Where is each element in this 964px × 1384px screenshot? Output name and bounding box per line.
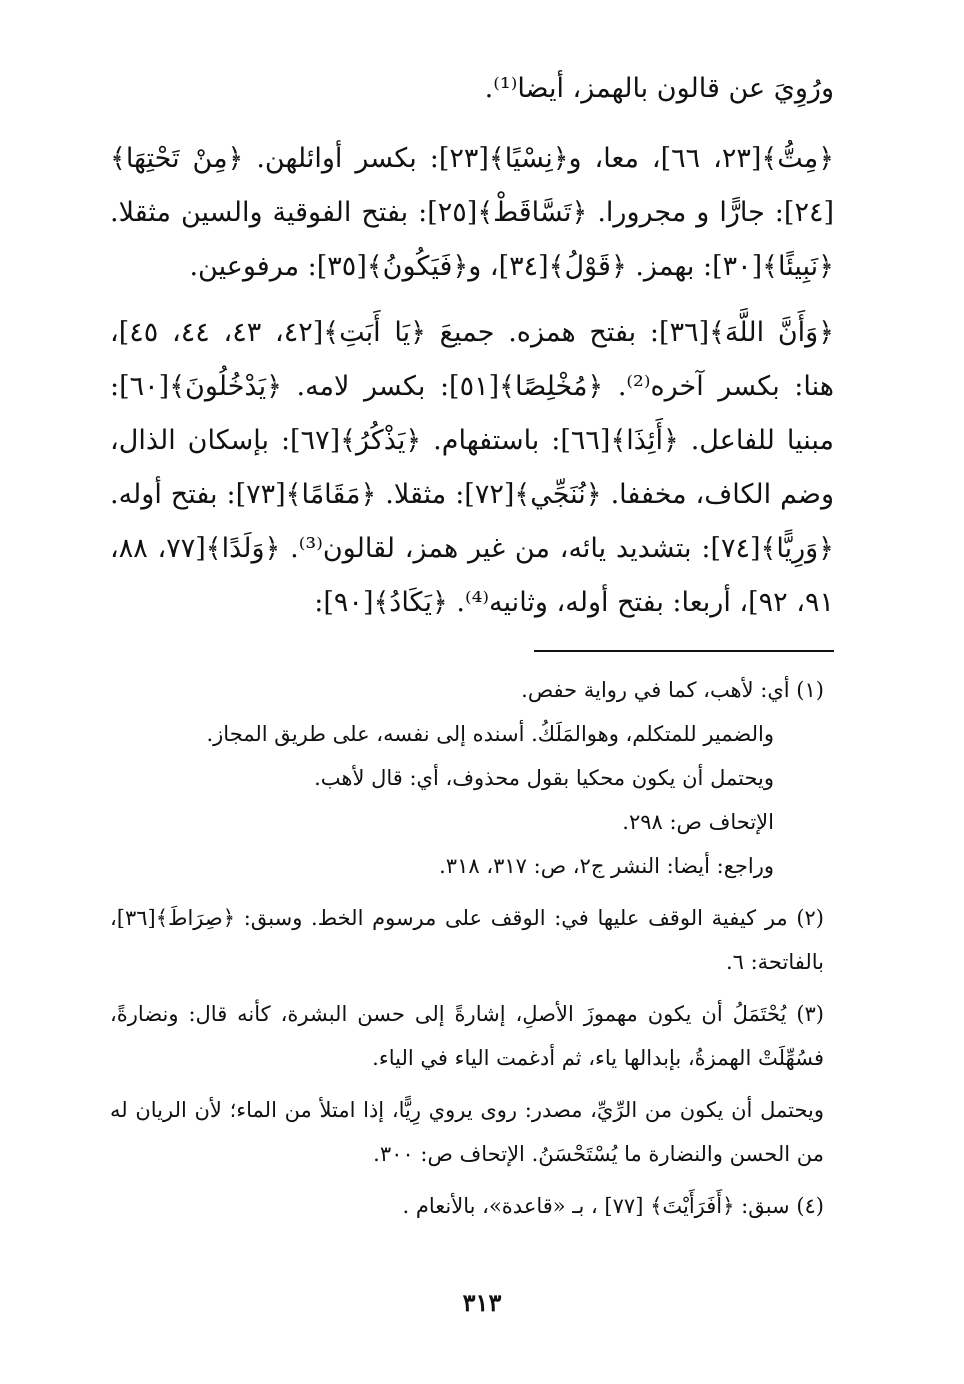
footnote-1-line-5: وراجع: أيضا: النشر ج٢، ص: ٣١٧، ٣١٨.: [439, 854, 774, 878]
footnote-1-line-3: ويحتمل أن يكون محكيا بقول محذوف، أي: قال لأهب.: [314, 766, 774, 790]
footnote-3: (٣) يُحْتَمَلُ أن يكون مهموزَ الأصلِ، إشارةً إلى حسن البشرة، كأنه قال: ونضارةً، فسُهِّلَتْ الهمزةُ، بإبدالها ياء، ثم أدغمت الياء في الياء.: [110, 1002, 824, 1070]
footnote-separator: [534, 650, 834, 652]
footnote-1-line-2: والضمير للمتكلم، وهوالمَلَكُ. أسنده إلى نفسه، على طريق المجاز.: [206, 722, 774, 746]
footnote-2: (٢) مر كيفية الوقف عليها في: الوقف على مرسوم الخط. وسبق: ﴿صِرَاطَ﴾[٣٦]، بالفاتحة: ٦.: [110, 906, 824, 974]
main-paragraph-3: ﴿وَأَنَّ اللَّهَ﴾[٣٦]: بفتح همزه. جميعَ ﴿يَا أَبَتِ﴾[٤٢، ٤٣، ٤٤، ٤٥]، هنا: بكسر آخره⁽²⁾. ﴿مُخْلِصًا﴾[٥١]: بكسر لامه. ﴿يَدْخُلُونَ﴾[٦٠]: مبنيا للفاعل. ﴿أَئِذَا﴾[٦٦]: باستفهام. ﴿يَذْكُرُ﴾[٦٧]: بإسكان الذال، وضم الكاف، مخففا. ﴿نُنَجِّي﴾[٧٢]: مثقلا. ﴿مَقَامًا﴾[٧٣]: بفتح أوله. ﴿وَرِيًّا﴾[٧٤]: بتشديد يائه، من غير همز، لقالون⁽³⁾. ﴿وَلَدًا﴾[٧٧، ٨٨، ٩١، ٩٢]، أربعا: بفتح أوله، وثانيه⁽⁴⁾. ﴿يَكَادُ﴾[٩٠]:: [110, 317, 835, 618]
main-paragraph-1: ورُوِيَ عن قالون بالهمز، أيضا⁽¹⁾.: [484, 73, 834, 104]
main-text: [110, 62, 834, 642]
footnotes: [110, 668, 824, 1228]
footnote-3-line-2: ويحتمل أن يكون من الرِّيِّ، مصدر: روى يروي رِيًّا، إذا امتلأ من الماء؛ لأن الريان له من الحسن والنضارة ما يُسْتَحْسَنُ. الإتحاف ص: ٣٠٠.: [110, 1098, 824, 1166]
main-paragraph-2: ﴿مِتُّ﴾[٢٣، ٦٦]، معا، و﴿نِسْيًا﴾[٢٣]: بكسر أوائلهن. ﴿مِنْ تَحْتِهَا﴾[٢٤]: جارًّا و مجرورا. ﴿تَسَّاقَطْ﴾[٢٥]: بفتح الفوقية والسين مثقلا. ﴿نَبِيئًا﴾[٣٠]: بهمز. ﴿قَوْلُ﴾[٣٤]، و﴿فَيَكُونُ﴾[٣٥]: مرفوعين.: [110, 143, 835, 282]
footnote-1-line-4: الإتحاف ص: ٢٩٨.: [622, 810, 774, 834]
footnote-1: (١) أي: لأهب، كما في رواية حفص.: [521, 678, 824, 702]
page-number: ٣١٣: [462, 1288, 502, 1317]
footnote-4: (٤) سبق: ﴿أَفَرَأَيْتَ﴾ [٧٧] ، بـ «قاعدة»، بالأنعام .: [402, 1194, 824, 1218]
